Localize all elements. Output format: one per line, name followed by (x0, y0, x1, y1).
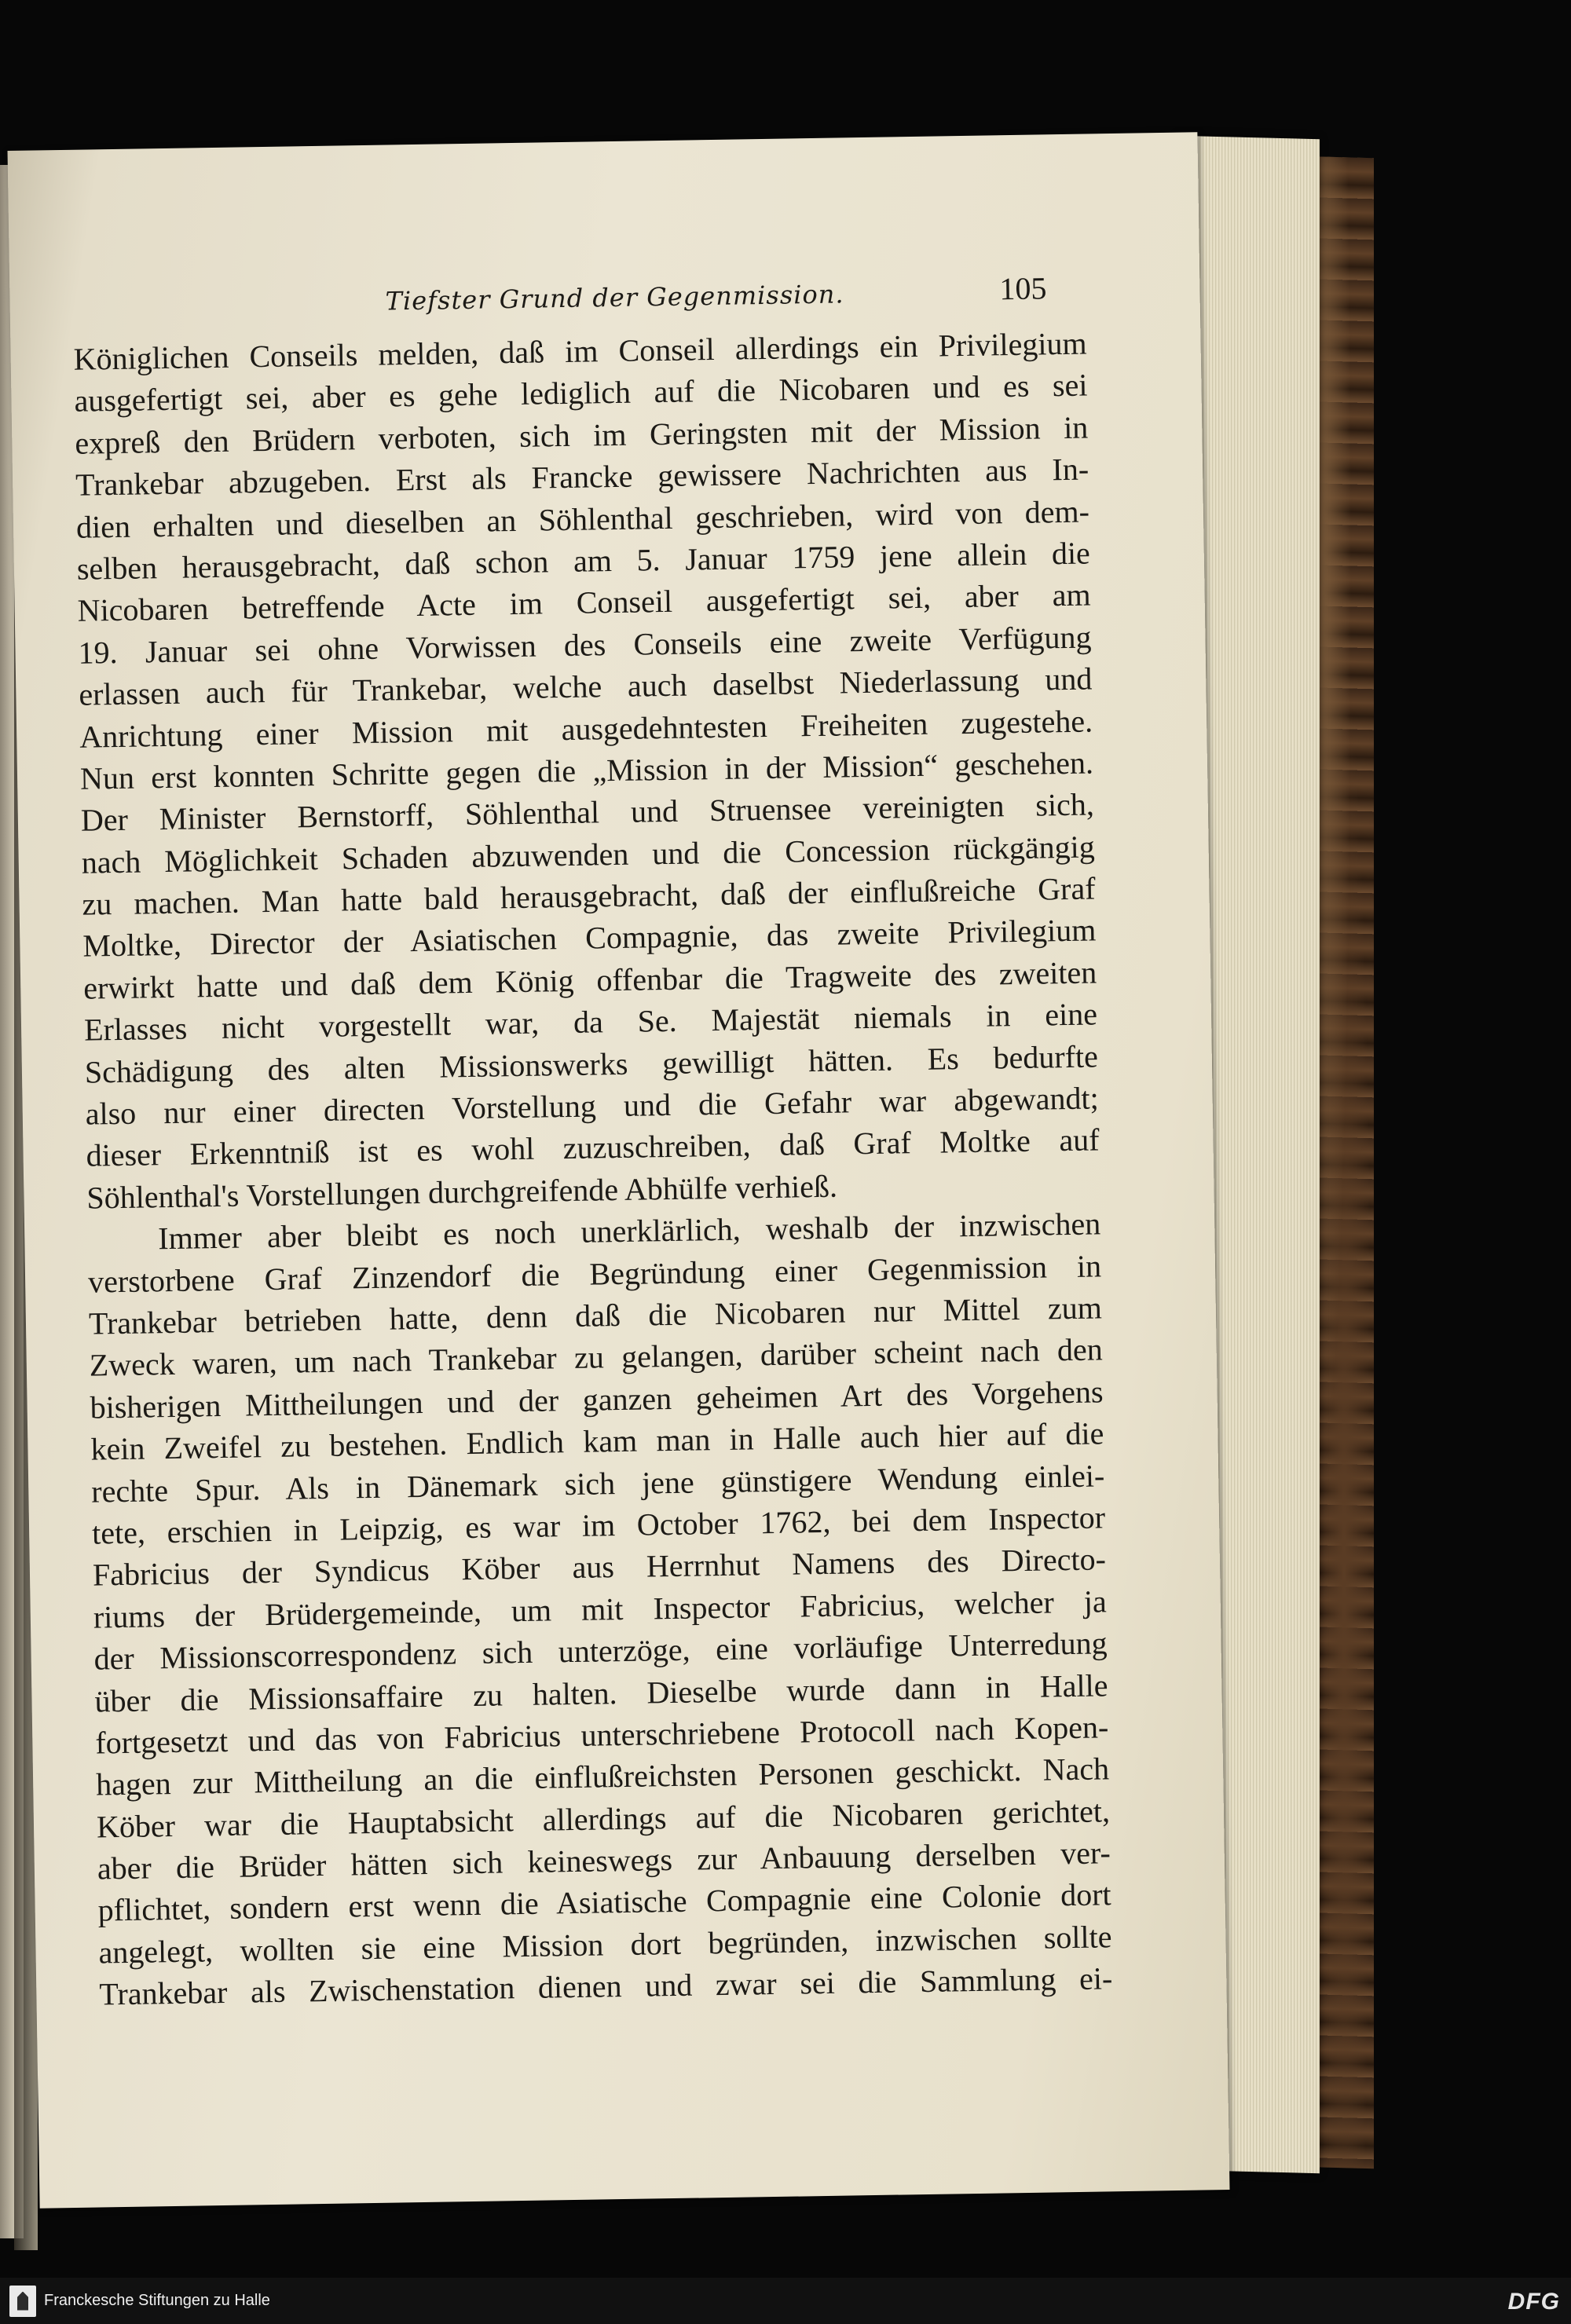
text-line: Nun erst konnten Schritte gegen die „Mission in der Mission“ geschehen. (79, 745, 1094, 796)
text-line: nach Möglichkeit Schaden abzuwenden und die Concession rückgängig (81, 829, 1095, 880)
institution-logo-icon (9, 2286, 36, 2317)
text-line: Königlichen Conseils melden, daß im Conseil allerdings ein Privilegium (73, 325, 1087, 377)
text-line: ausgefertigt sei, aber es gehe lediglich auf die Nicobaren und es sei (74, 367, 1088, 419)
text-line: dien erhalten und dieselben an Söhlenthal geschrieben, wird von dem- (75, 493, 1090, 545)
text-line: Moltke, Director der Asiatischen Compagnie, das zweite Privilegium (82, 912, 1097, 964)
running-head: Tiefster Grund der Gegenmission. (385, 279, 844, 317)
text-line: verstorbene Graf Zinzendorf die Begründung einer Gegenmission in (87, 1247, 1102, 1300)
text-block (71, 134, 1116, 2192)
text-line: dieser Erkenntniß ist es wohl zuzuschreiben, daß Graf Moltke auf (86, 1122, 1100, 1174)
text-line: Zweck waren, um nach Trankebar zu gelangen, darüber scheint nach den (89, 1331, 1104, 1383)
text-line: riums der Brüdergemeinde, um mit Inspector Fabricius, welcher ja (93, 1583, 1108, 1635)
text-line: aber die Brüder hätten sich keineswegs zur Anbauung derselben ver- (97, 1835, 1111, 1887)
text-line: Anrichtung einer Mission mit ausgedehntesten Freiheiten zugestehe. (79, 702, 1093, 755)
text-line: Trankebar abzugeben. Erst als Francke gewissere Nachrichten aus In- (75, 451, 1089, 503)
page-number: 105 (999, 270, 1047, 307)
text-line: Trankebar als Zwischenstation dienen und zwar sei die Sammlung ei- (99, 1960, 1113, 2012)
book-page (8, 132, 1230, 2208)
text-line: erwirkt hatte und daß dem König offenbar die Tragweite des zweiten (82, 954, 1097, 1006)
footer-source: Franckesche Stiftungen zu Halle (44, 2292, 270, 2309)
text-line: Immer aber bleibt es noch unerklärlich, weshalb der inzwischen (157, 1206, 1101, 1257)
text-line: kein Zweifel zu bestehen. Endlich kam man in Halle auch hier auf die (90, 1415, 1104, 1467)
footer-bar (0, 2278, 1571, 2324)
text-line: Söhlenthal's Vorstellungen durchgreifende Abhülfe verhieß. (86, 1168, 838, 1216)
text-line: Nicobaren betreffende Acte im Conseil ausgefertigt sei, aber am (77, 576, 1091, 629)
text-line: erlassen auch für Trankebar, welche auch daselbst Niederlassung und (79, 661, 1093, 712)
text-line: Köber war die Hauptabsicht allerdings auf die Nicobaren gerichtet, (96, 1792, 1111, 1845)
text-line: Schädigung des alten Missionswerks gewilligt hätten. Es bedurfte (84, 1038, 1099, 1090)
text-line: Erlasses nicht vorgestellt war, da Se. Majestät niemals in eine (83, 996, 1098, 1048)
text-line: zu machen. Man hatte bald herausgebracht, daß der einflußreiche Graf (82, 870, 1096, 922)
body-text (73, 323, 1112, 2016)
text-line: 19. Januar sei ohne Vorwissen des Conseils eine zweite Verfügung (78, 619, 1092, 671)
text-line: selben herausgebracht, daß schon am 5. Januar 1759 jene allein die (76, 535, 1091, 587)
text-line: rechte Spur. Als in Dänemark sich jene günstigere Wendung einlei- (90, 1457, 1105, 1510)
text-line: hagen zur Mittheilung an die einflußreichsten Personen geschickt. Nach (95, 1751, 1110, 1802)
text-line: Fabricius der Syndicus Köber aus Herrnhut Namens des Directo- (92, 1541, 1107, 1593)
text-line: expreß den Brüdern verboten, sich im Geringsten mit der Mission in (75, 409, 1089, 461)
text-line: Der Minister Bernstorff, Söhlenthal und Struensee vereinigten sich, (80, 786, 1095, 838)
text-line: der Missionscorrespondenz sich unterzöge, eine vorläufige Unterredung (93, 1625, 1108, 1677)
text-line: tete, erschien in Leipzig, es war im October 1762, bei dem Inspector (91, 1499, 1106, 1551)
dfg-logo: DFG (1507, 2289, 1560, 2315)
text-line: Trankebar betrieben hatte, denn daß die Nicobaren nur Mittel zum (88, 1290, 1103, 1341)
text-line: also nur einer directen Vorstellung und die Gefahr war abgewandt; (85, 1080, 1099, 1132)
text-line: pflichtet, sondern erst wenn die Asiatische Compagnie eine Colonie dort (97, 1876, 1111, 1928)
text-line: über die Missionsaffaire zu halten. Dieselbe wurde dann in Halle (94, 1667, 1108, 1719)
text-line: bisherigen Mittheilungen und der ganzen geheimen Art des Vorgehens (90, 1374, 1104, 1426)
text-line: fortgesetzt und das von Fabricius unterschriebene Protocoll nach Kopen- (95, 1709, 1109, 1761)
text-line: angelegt, wollten sie eine Mission dort begründen, inzwischen sollte (98, 1919, 1112, 1971)
